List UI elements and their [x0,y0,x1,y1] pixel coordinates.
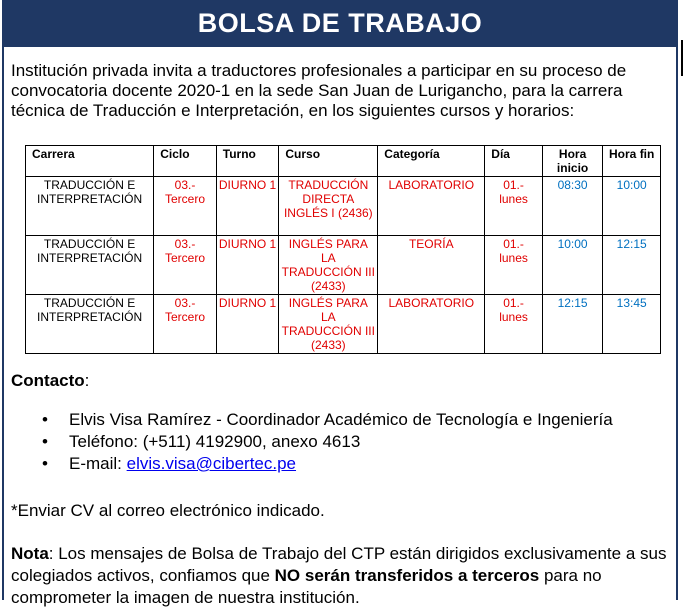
cell-curso: INGLÉS PARA LA TRADUCCIÓN III (2433) [279,295,378,354]
bullet-icon: • [42,432,48,451]
contact-email-prefix: E-mail: [69,454,127,473]
cell-dia: 01.- lunes [485,295,543,354]
table-row [26,236,661,295]
list-item [0,431,613,453]
table-row [26,177,661,236]
cell-ciclo: 03.- Tercero [154,295,217,354]
cell-hora-fin: 12:15 [603,236,661,295]
contact-label: Contacto [11,371,85,390]
contact-list [0,409,613,475]
page-title: BOLSA DE TRABAJO [4,0,676,47]
cell-hora-inicio: 08:30 [542,177,603,236]
contact-heading [11,371,89,391]
cell-categoria: LABORATORIO [378,295,485,354]
cell-carrera: TRADUCCIÓN E INTERPRETACIÓN [26,295,154,354]
cell-categoria: TEORÍA [378,236,485,295]
cell-ciclo: 03.- Tercero [154,236,217,295]
cell-hora-inicio: 10:00 [542,236,603,295]
cell-ciclo: 03.- Tercero [154,177,217,236]
contact-colon: : [84,371,90,390]
list-item [0,453,613,475]
schedule-table [25,145,661,354]
cv-note: *Enviar CV al correo electrónico indicado. [11,501,325,520]
disclaimer-note [11,543,676,609]
col-header-categoria: Categoría [378,146,485,177]
cell-carrera: TRADUCCIÓN E INTERPRETACIÓN [26,236,154,295]
cell-hora-fin: 10:00 [603,177,661,236]
cell-categoria: LABORATORIO [378,177,485,236]
col-header-hora-fin: Hora fin [603,146,661,177]
col-header-dia: Día [485,146,543,177]
nota-bold: NO serán transferidos a terceros [274,566,540,585]
cell-hora-inicio: 12:15 [542,295,603,354]
cell-turno: DIURNO 1 [216,177,279,236]
table-row [26,295,661,354]
contact-phone: Teléfono: (+511) 4192900, anexo 4613 [69,432,361,451]
col-header-hora-inicio: Hora inicio [542,146,603,177]
nota-text-1: : Los mensajes de Bolsa de Trabajo del CTP están dirigidos exclusivamente a sus colegiados activos, confiamos que [11,544,667,585]
cell-turno: DIURNO 1 [216,295,279,354]
nota-label: Nota [11,544,49,563]
cell-carrera: TRADUCCIÓN E INTERPRETACIÓN [26,177,154,236]
cell-turno: DIURNO 1 [216,236,279,295]
contact-name: Elvis Visa Ramírez [69,410,212,429]
cell-hora-fin: 13:45 [603,295,661,354]
cell-dia: 01.- lunes [485,236,543,295]
col-header-carrera: Carrera [26,146,154,177]
table-header-row [26,146,661,177]
edge-mark [681,40,683,76]
cell-dia: 01.- lunes [485,177,543,236]
intro-paragraph: Institución privada invita a traductores profesionales a participar en su proceso de convocatoria docente 2020-1 en la sede San Juan de Lurigancho, para la carrera técnica de Traducción e Interpretación, en los siguientes cursos y horarios: [11,61,627,120]
col-header-curso: Curso [279,146,378,177]
col-header-turno: Turno [216,146,279,177]
list-item [0,409,613,431]
contact-email-link[interactable]: elvis.visa@cibertec.pe [126,454,297,473]
contact-role: - Coordinador Académico de Tecnología e Ingeniería [211,410,613,429]
nota-text-2: para no comprometer la imagen de nuestra institución. [11,566,602,607]
col-header-ciclo: Ciclo [154,146,217,177]
cell-curso: INGLÉS PARA LA TRADUCCIÓN III (2433) [279,236,378,295]
cell-curso: TRADUCCIÓN DIRECTA INGLÉS I (2436) [279,177,378,236]
bullet-icon: • [42,410,48,429]
bullet-icon: • [42,454,48,473]
